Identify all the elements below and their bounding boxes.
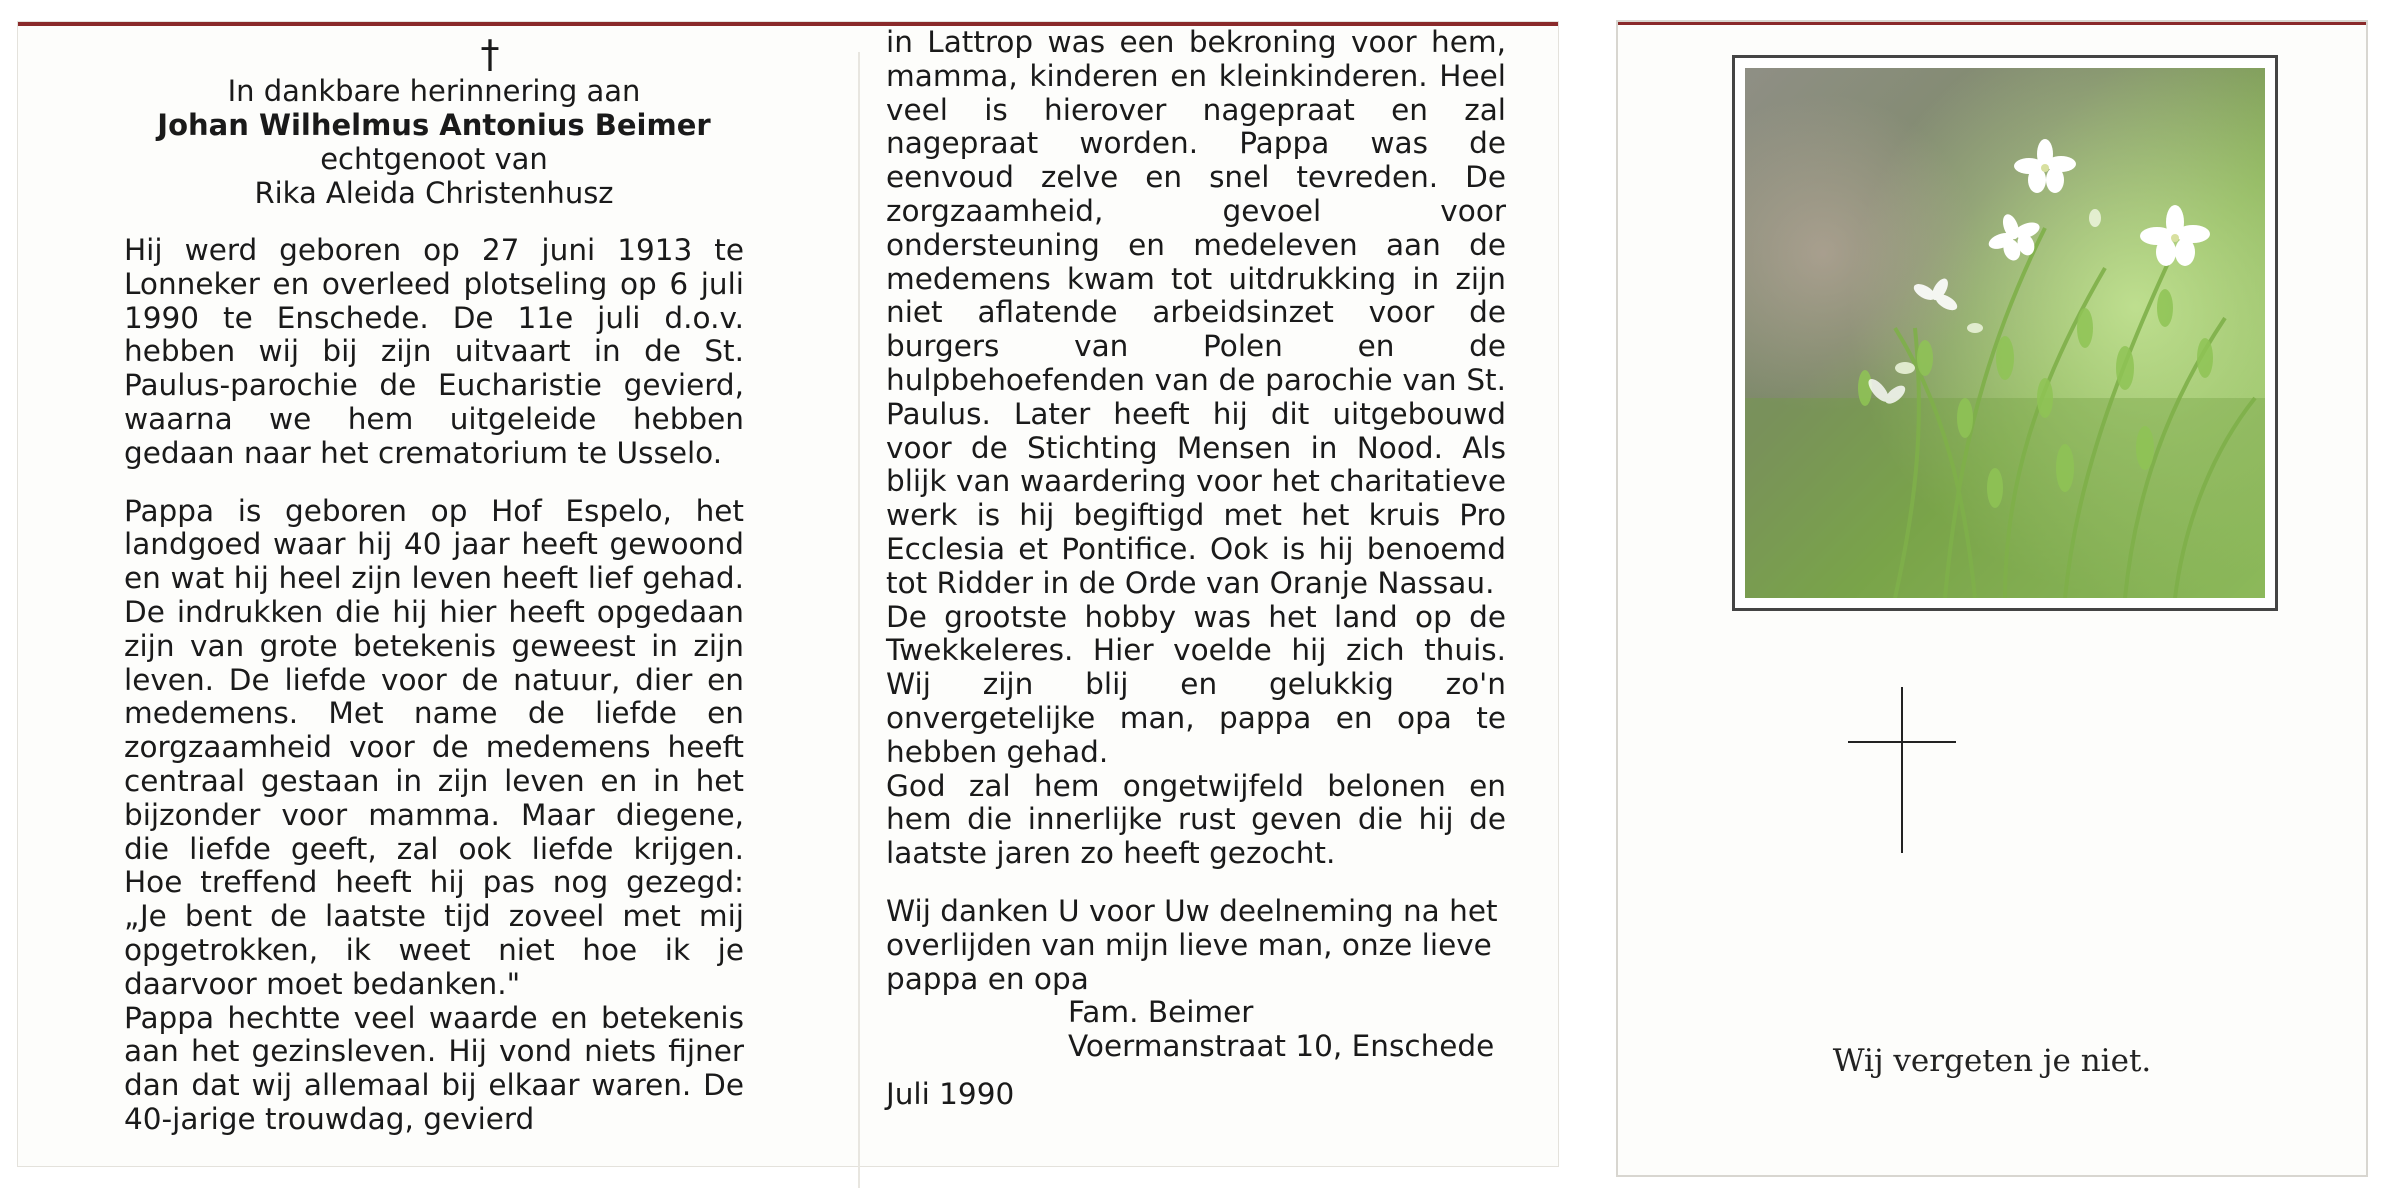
card-fold	[858, 52, 860, 1188]
white-flowers-photo	[1745, 68, 2265, 598]
memorial-card-front	[1618, 22, 2366, 1175]
life-paragraph: Pappa is geboren op Hof Espelo, het landgoed waar hij 40 jaar heeft gewoond en wat hij heel zijn leven heeft lief gehad. De indrukken die hij hier heeft opgedaan zijn van grote betekenis geweest in zijn leven. De liefde voor de natuur, dier en medemens. Met name de liefde en zorgzaamheid voor de medemens heeft centraal gestaan in zijn leven en in het bijzonder voor mamma. Maar diegene, die liefde geeft, zal ook liefde krijgen. Hoe treffend heeft hij pas nog gezegd: „Je bent de laatste tijd zoveel met mij opgetrokken, ik weet niet hoe ik je daarvoor moet bedanken."	[124, 493, 744, 1001]
spacer	[124, 210, 744, 234]
memorial-card-inside	[18, 22, 1558, 1166]
closing-phrase: Wij vergeten je niet.	[1832, 1043, 2152, 1079]
spacer	[886, 871, 1506, 895]
card-date: Juli 1990	[886, 1076, 1015, 1111]
photo-frame	[1732, 55, 2278, 611]
continuation-paragraph: in Lattrop was een bekroning voor hem, mamma, kinderen en kleinkinderen. Heel veel is hierover nagepraat en zal nagepraat worden. Pappa was de eenvoud zelve en snel tevreden. De zorgzaamheid, gevoel voor ondersteuning en medeleven aan de medemens kwam tot uitdrukking in zijn niet aflatende arbeidsinzet voor de burgers van Polen en de hulpbehoefenden van de parochie van St. Paulus. Later heeft hij dit uitgebouwd voor de Stichting Mensen in Nood. Als blijk van waardering voor het charitatieve werk is hij begiftigd met het kruis Pro Ecclesia et Pontifice. Ook is hij benoemd tot Ridder in de Orde van Oranje Nassau.	[886, 25, 1506, 600]
family-address: Voermanstraat 10, Enschede	[1068, 1029, 1495, 1064]
spacer	[124, 471, 744, 495]
family-paragraph: Pappa hechtte veel waarde en betekenis aan het gezinsleven. Hij vond niets fijner dan dat wij allemaal bij elkaar waren. De 40-jarige trouwdag, gevierd	[124, 1000, 744, 1136]
spouse-name: Rika Aleida Christenhusz	[254, 176, 614, 210]
deceased-name: Johan Wilhelmus Antonius Beimer	[157, 108, 711, 142]
faith-paragraph: God zal hem ongetwijfeld belonen en hem die innerlijke rust geven die hij de laatste jaren zo heeft gezocht.	[886, 768, 1506, 871]
right-column	[886, 26, 1506, 1112]
latin-cross-icon: †	[480, 32, 500, 76]
family-signature: Fam. Beimer	[1068, 995, 1254, 1030]
left-column	[124, 26, 744, 1137]
thin-cross-icon	[1842, 685, 1962, 855]
birth-death-paragraph: Hij werd geboren op 27 juni 1913 te Lonneker en overleed plotseling op 6 juli 1990 te Enschede. De 11e juli d.o.v. hebben wij bij zijn uitvaart in de St. Paulus-parochie de Eucharistie gevierd, waarna we hem uitgeleide hebben gedaan naar het crematorium te Usselo.	[124, 233, 744, 470]
thanks-paragraph: Wij danken U voor Uw deelneming na het overlijden van mijn lieve man, onze lieve pappa en opa	[886, 893, 1498, 996]
spacer	[886, 1064, 1506, 1078]
hobby-paragraph: De grootste hobby was het land op de Twekkeleres. Hier voelde hij zich thuis. Wij zijn blij en gelukkig zo'n onvergetelijke man, pappa en opa te hebben gehad.	[886, 599, 1506, 769]
dedication-line: In dankbare herinnering aan	[227, 74, 641, 108]
relation-line: echtgenoot van	[320, 142, 548, 176]
